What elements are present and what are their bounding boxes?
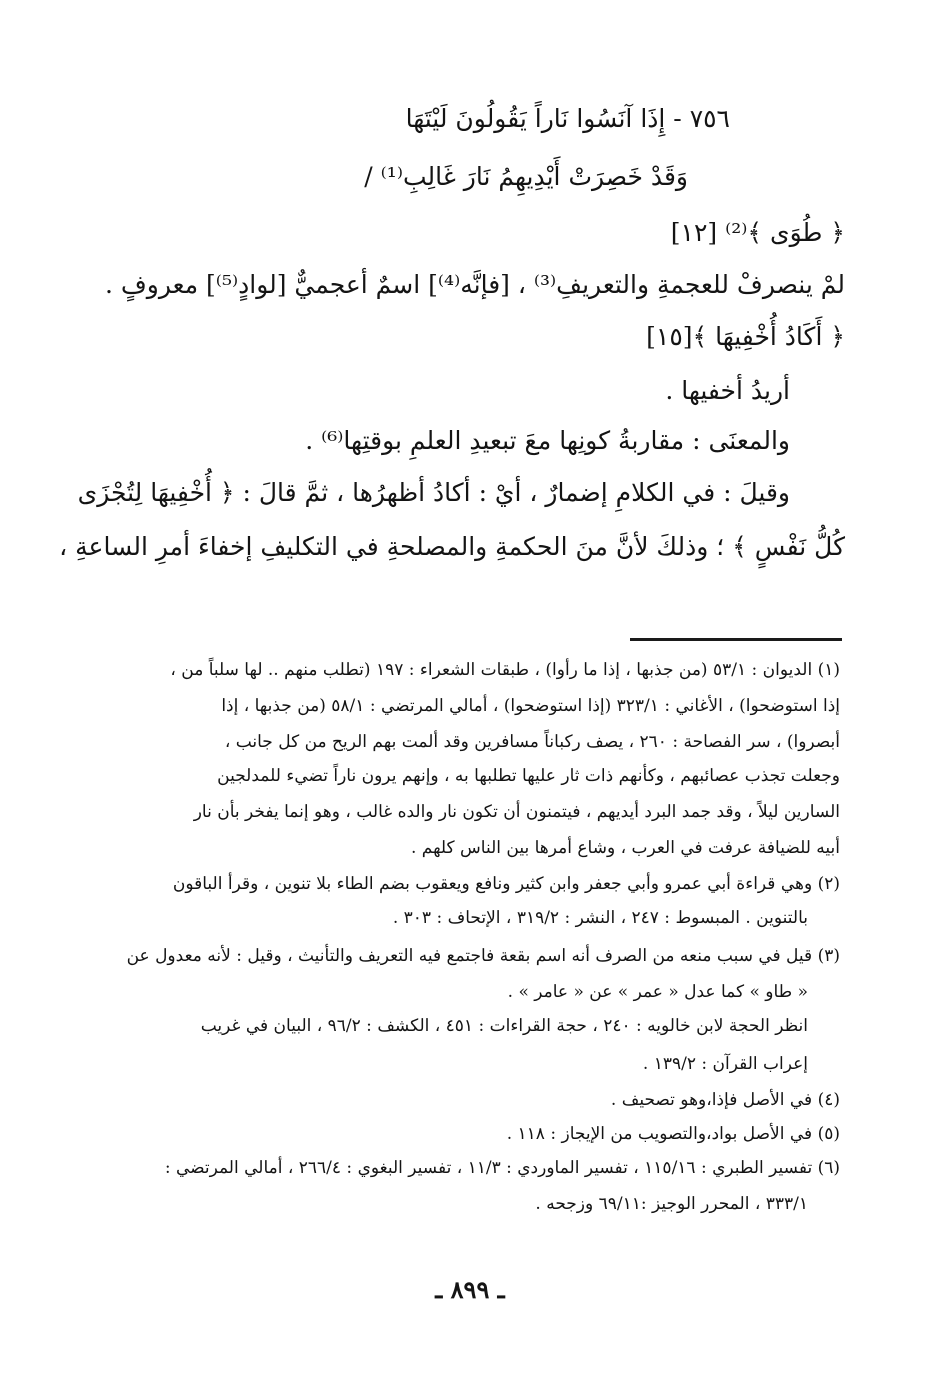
footnote-line: بالتنوين . المبسوط : ٢٤٧ ، النشر : ٣١٩/٢ ، الإتحاف : ٣٠٣ . <box>392 908 808 928</box>
footnote-line: « طاو » كما عدل « عمر » عن « عامر » . <box>507 982 808 1002</box>
footnote-line: (٣) قيل في سبب منعه من الصرف أنه اسم بقعة فاجتمع فيه التعريف والتأنيث ، وقيل : لأنه معدول عن <box>126 946 840 966</box>
footnote-line: (٤) في الأصل فإذا،وهو تصحيف . <box>610 1090 840 1110</box>
footnote-line: السارين ليلاً ، وقد جمد البرد أيديهم ، فيتمنون أن تكون نار والده غالب ، وهو إنما يفخر بأن نار <box>193 802 840 822</box>
footnote-line: (٦) تفسير الطبري : ١١٥/١٦ ، تفسير الماوردي : ١١/٣ ، تفسير البغوي : ٢٦٦/٤ ، أمالي المرتضي : <box>164 1158 840 1178</box>
footnote-line: (٢) وهي قراءة أبي عمرو وأبي جعفر وابن كثير ونافع ويعقوب بضم الطاء بلا تنوين ، وقرأ الباقون <box>172 874 840 894</box>
main-text-line: أريدُ أخفيها . <box>665 376 790 405</box>
main-text-line: وقيلَ : في الكلامِ إضمارٌ ، أيْ : أكادُ أظهرُها ، ثمَّ قالَ : ﴿ أُخْفِيهَا لِتُجْزَى <box>77 478 790 507</box>
footnote-line: أبيه للضيافة عرفت في العرب ، وشاع أمرها بين الناس كلهم . <box>410 838 840 858</box>
main-text-line: كُلُّ نَفْسٍ ﴾ ؛ وذلكَ لأنَّ منَ الحكمةِ والمصلحةِ في التكليفِ إخفاءَ أمرِ الساعةِ ، <box>59 532 845 561</box>
footnote-line: (٥) في الأصل بواد،والتصويب من الإيجاز : ١١٨ . <box>506 1124 840 1144</box>
footnote-line: أبصروا) ، سر الفصاحة : ٢٦٠ ، يصف ركباناً مسافرين وقد ألمت بهم الريح من كل جانب ، <box>224 732 840 752</box>
main-text-line: والمعنَى : مقاربةُ كونِها معَ تبعيدِ العلمِ بوقتِها⁽⁶⁾ . <box>305 426 790 455</box>
main-text-line: لمْ ينصرفْ للعجمةِ والتعريفِ⁽³⁾ ، [فإنَّه⁽⁴⁾] اسمٌ أعجميٌّ [لوادٍ⁽⁵⁾] معروفٍ . <box>104 270 845 299</box>
footnote-line: (١) الديوان : ٥٣/١ (من جذبها ، إذا ما رأوا) ، طبقات الشعراء : ١٩٧ (تطلب منهم .. لها سلباً من ، <box>170 660 840 680</box>
verse-line-1: ٧٥٦ - إِذَا آنَسُوا نَاراً يَقُولُونَ لَيْتَهَا <box>405 104 730 133</box>
footnote-line: ٣٣٣/١ ، المحرر الوجيز :٦٩/١١ وزجحه . <box>535 1194 808 1214</box>
footnote-line: انظر الحجة لابن خالويه : ٢٤٠ ، حجة القراءات : ٤٥١ ، الكشف : ٩٦/٢ ، البيان في غريب <box>200 1016 808 1036</box>
quran-word-heading: ﴿ طُوَى ﴾⁽²⁾ [١٢] <box>670 218 845 247</box>
page-number: ـ ٨٩٩ ـ <box>435 1275 505 1304</box>
verse-line-2: وَقَدْ خَصِرَتْ أَيْدِيهِمُ نَارَ غَالِبِ⁽¹⁾ / <box>364 162 688 191</box>
footnote-line: وجعلت تجذب عصائبهم ، وكأنهم ذات ثار عليها تطلبها به ، وإنهم يرون ناراً تضيء للمدلجين <box>217 766 840 786</box>
quran-phrase-heading: ﴿ أَكَادُ أُخْفِيهَا ﴾[١٥] <box>646 322 845 351</box>
footnote-line: إذا استوضحوا) ، الأغاني : ٣٢٣/١ (إذا استوضحوا) ، أمالي المرتضي : ٥٨/١ (من جذبها ، إذا <box>221 696 840 716</box>
footnote-divider <box>630 638 842 641</box>
footnote-line: إعراب القرآن : ١٣٩/٢ . <box>642 1054 808 1074</box>
